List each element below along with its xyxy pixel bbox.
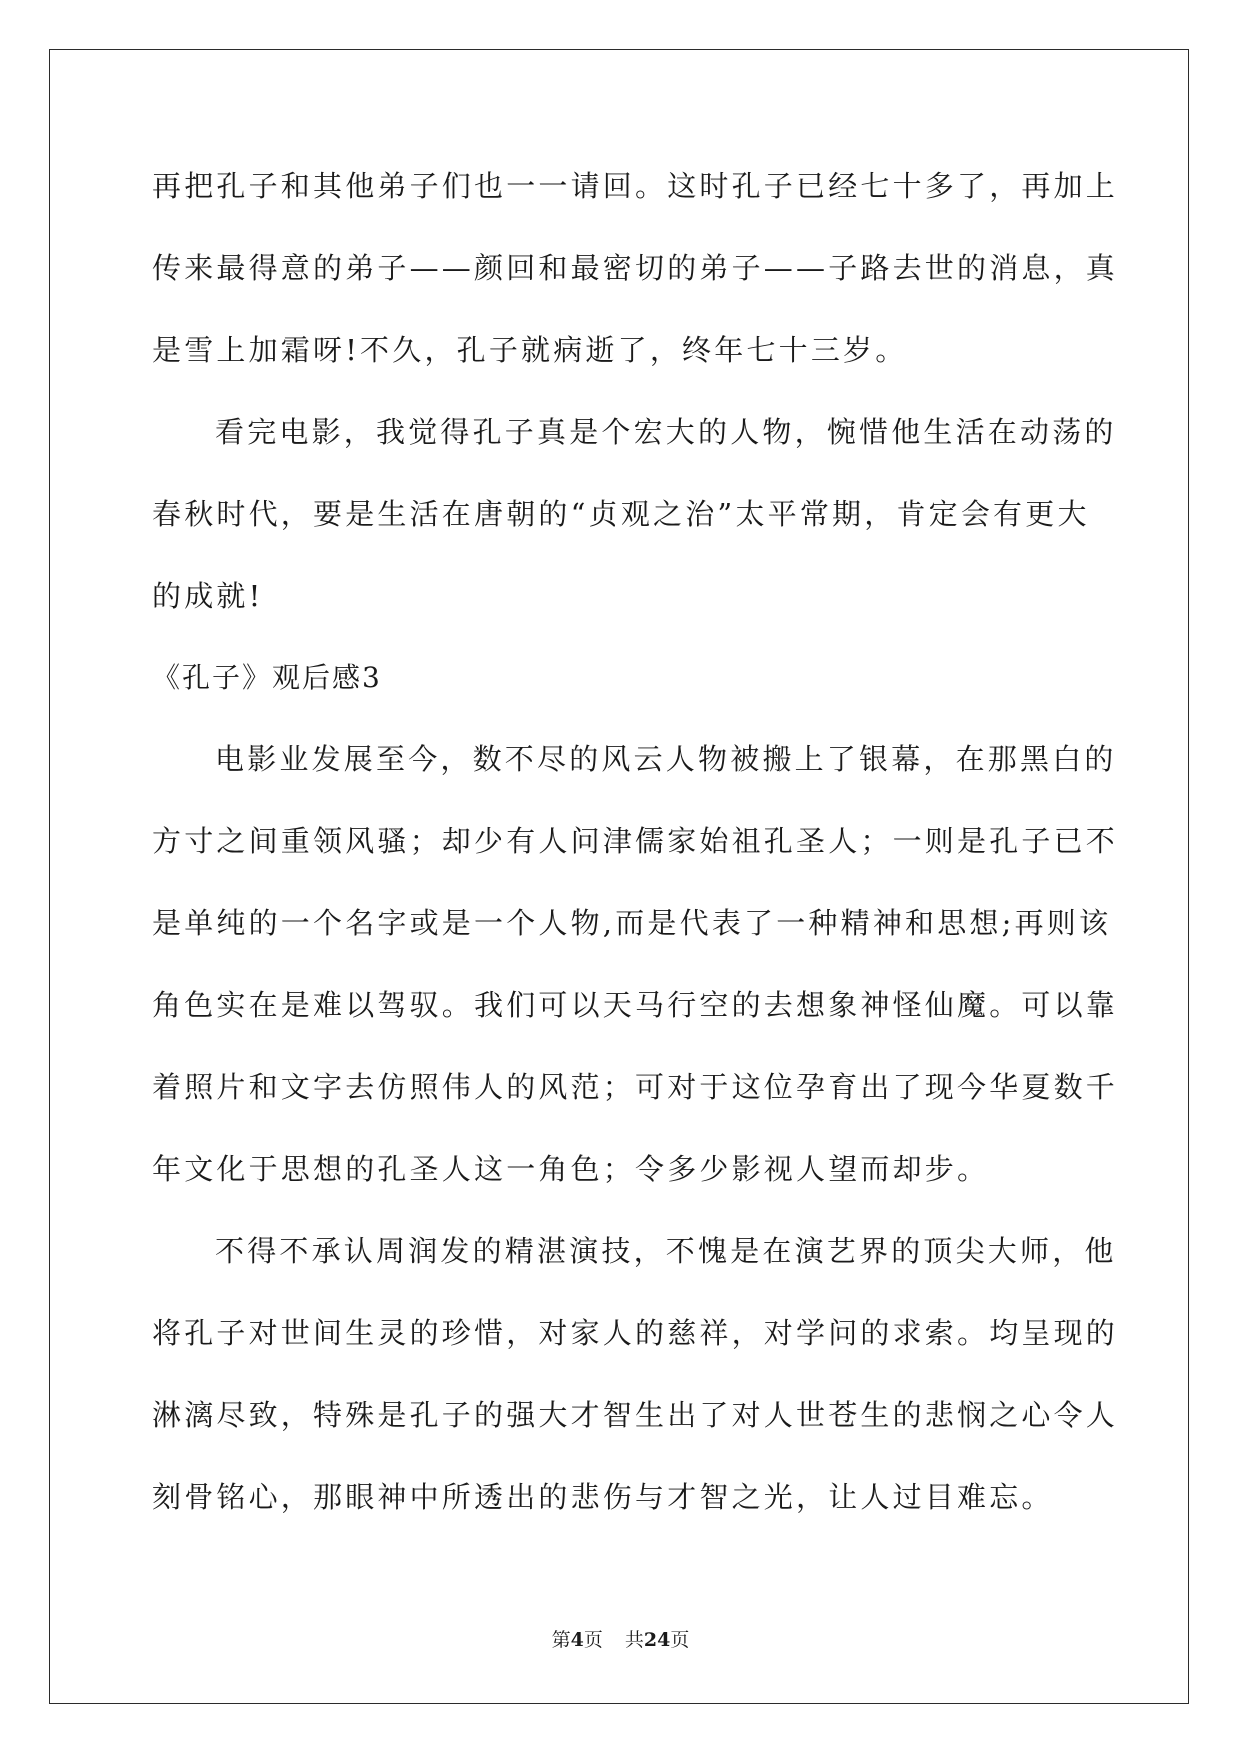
page-prefix: 第 <box>551 1629 571 1651</box>
paragraph-line: 淋漓尽致，特殊是孔子的强大才智生出了对人世苍生的悲悯之心令人 <box>152 1398 1119 1432</box>
paragraph-line: 方寸之间重领风骚；却少有人问津儒家始祖孔圣人；一则是孔子已不 <box>152 824 1119 858</box>
paragraph-line: 是雪上加霜呀!不久，孔子就病逝了，终年七十三岁。 <box>152 333 908 367</box>
paragraph-line: 将孔子对世间生灵的珍惜，对家人的慈祥，对学问的求索。均呈现的 <box>152 1316 1119 1350</box>
page-border <box>49 49 1189 1704</box>
paragraph-line: 再把孔子和其他弟子们也一一请回。这时孔子已经七十多了，再加上 <box>152 169 1119 203</box>
total-pages: 24 <box>643 1629 671 1651</box>
total-suffix: 页 <box>670 1629 690 1651</box>
paragraph-line: 的成就! <box>152 579 264 613</box>
paragraph-line: 着照片和文字去仿照伟人的风范；可对于这位孕育出了现今华夏数千 <box>152 1070 1119 1104</box>
total-prefix: 共 <box>624 1629 644 1651</box>
paragraph-line: 电影业发展至今，数不尽的风云人物被搬上了银幕，在那黑白的 <box>215 742 1117 776</box>
page-suffix: 页 <box>583 1629 603 1651</box>
paragraph-line: 角色实在是难以驾驭。我们可以天马行空的去想象神怪仙魔。可以靠 <box>152 988 1119 1022</box>
paragraph-line: 刻骨铭心，那眼神中所透出的悲伤与才智之光，让人过目难忘。 <box>152 1480 1054 1514</box>
page-number: 4 <box>570 1629 584 1651</box>
paragraph-line: 看完电影，我觉得孔子真是个宏大的人物，惋惜他生活在动荡的 <box>215 415 1117 449</box>
section-heading: 《孔子》观后感3 <box>152 661 382 694</box>
paragraph-line: 春秋时代，要是生活在唐朝的“贞观之治”太平常期，肯定会有更大 <box>152 497 1090 531</box>
page-footer <box>0 1625 1241 1652</box>
paragraph-line: 不得不承认周润发的精湛演技，不愧是在演艺界的顶尖大师，他 <box>215 1234 1117 1268</box>
paragraph-line: 是单纯的一个名字或是一个人物,而是代表了一种精神和思想;再则该 <box>152 906 1112 940</box>
paragraph-line: 年文化于思想的孔圣人这一角色；令多少影视人望而却步。 <box>152 1152 990 1186</box>
paragraph-line: 传来最得意的弟子——颜回和最密切的弟子——子路去世的消息，真 <box>152 251 1119 285</box>
